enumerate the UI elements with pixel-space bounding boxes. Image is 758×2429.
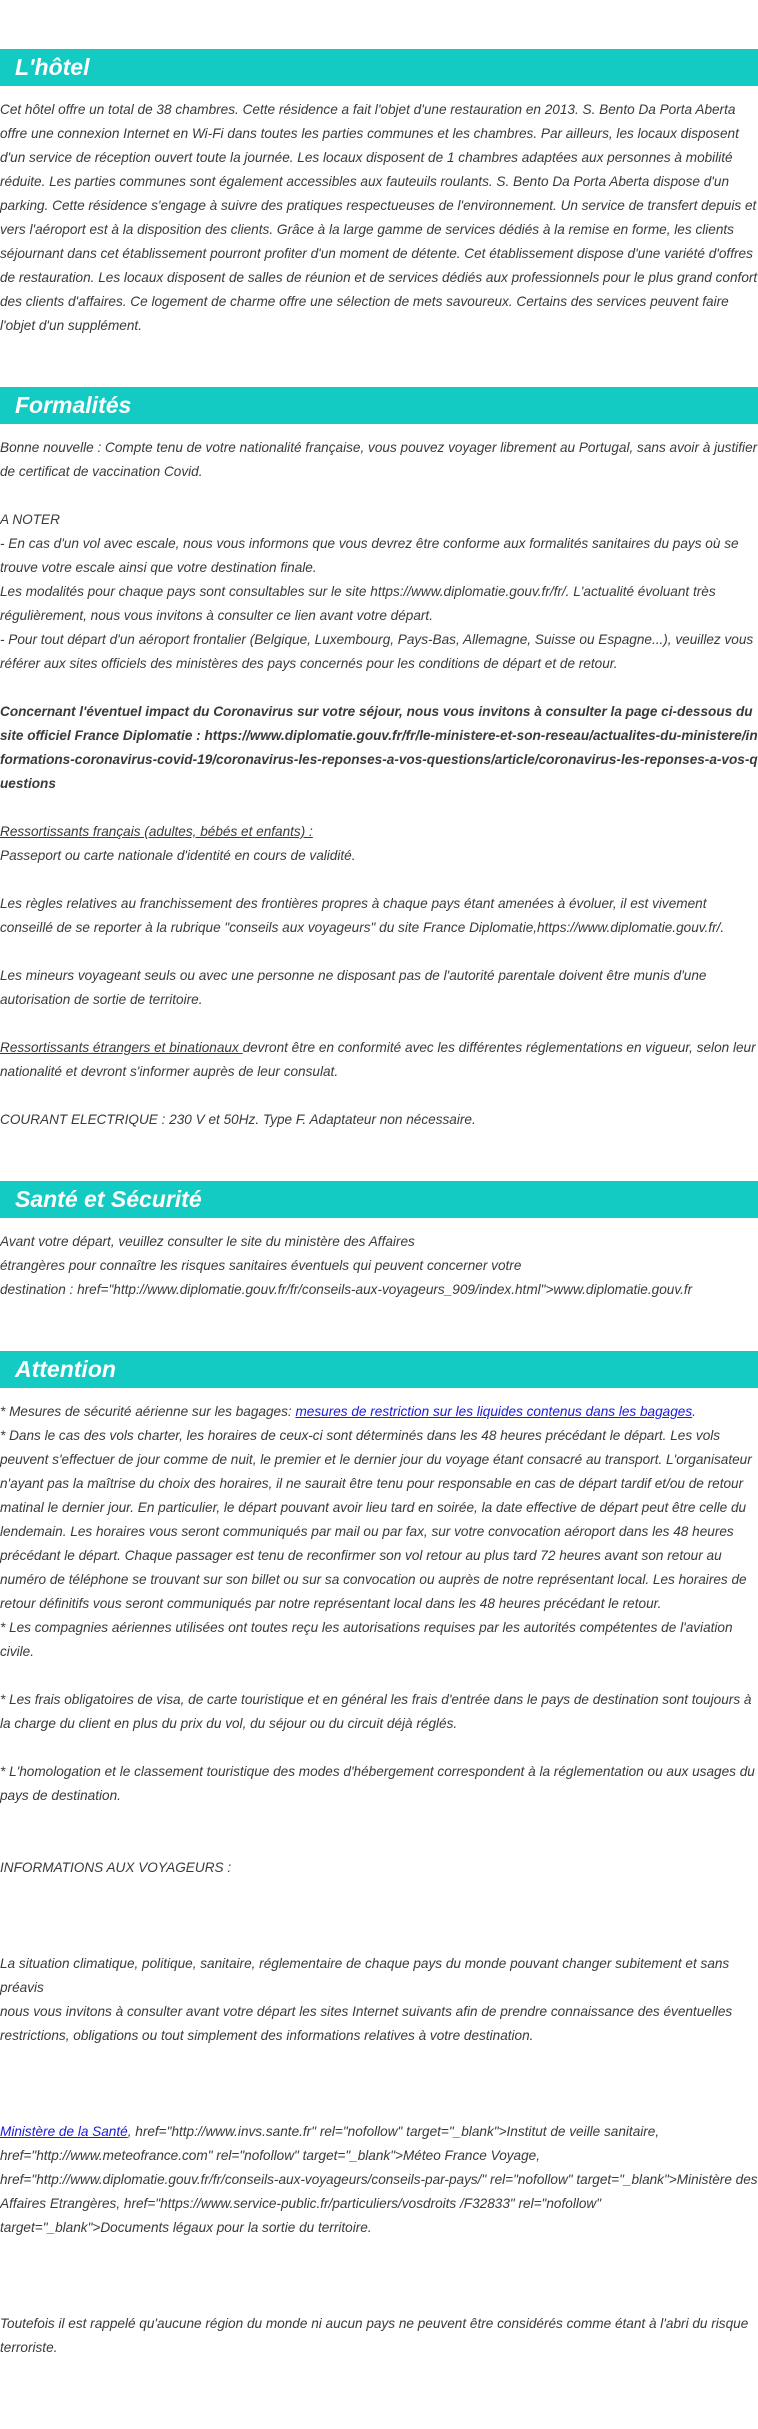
mesures-liquides-link[interactable]: mesures de restriction sur les liquides contenus dans les bagages (295, 1404, 693, 1419)
terrorisme-text: Toutefois il est rappelé qu'aucune région du monde ni aucun pays ne peuvent être considérés comme étant à l'abri du risque terroriste. (0, 2316, 749, 2355)
top-spacer (0, 0, 758, 49)
hotel-description: Cet hôtel offre un total de 38 chambres. Cette résidence a fait l'objet d'une restauration en 2013. S. Bento Da Porta Aberta offre une connexion Internet en Wi-Fi dans toutes les parties communes et les chambres. Par ailleurs, les locaux disposent d'un service de réception ouvert toute la journée. Les locaux disposent de 1 chambres adaptées aux personnes à mobilité réduite. Les parties communes sont également accessibles aux fauteuils roulants. S. Bento Da Porta Aberta dispose d'un parking. Cette résidence s'engage à suivre des pratiques respectueuses de l'environnement. Un service de transfert depuis et vers l'aéroport est à la disposition des clients. Grâce à la large gamme de services dédiés à la remise en forme, les clients séjournant dans cet établissement pourront profiter d'un moment de détente. Cet établissement dispose d'une variété d'offres de restauration. Les locaux disposent de salles de réunion et de services dédiés aux professionnels pour le plus grand confort des clients d'affaires. Ce logement de charme offre une sélection de mets savoureux. Certains des services peuvent faire l'objet d'un supplément. (0, 102, 758, 333)
courant-electrique: COURANT ELECTRIQUE : 230 V et 50Hz. Type F. Adaptateur non nécessaire. (0, 1112, 476, 1127)
section-title-formalites: Formalités (0, 387, 758, 424)
mesures-securite (0, 1400, 758, 1424)
covid-notice: Concernant l'éventuel impact du Coronavirus sur votre séjour, nous vous invitons à consulter la page ci-dessous du site officiel France Diplomatie : https://www.diplomatie.gouv.fr/fr/le-ministere-et-son-reseau/actualites-du-ministere/informations-coronavirus-covid-19/coronavirus-les-reponses-a-vos-questions/article/coronavirus-les-reponses-a-vos-questions (0, 704, 758, 791)
section-title-attention: Attention (0, 1351, 758, 1388)
ressortissants-francais-text: Passeport ou carte nationale d'identité en cours de validité. (0, 848, 356, 863)
frais-text: * Les frais obligatoires de visa, de carte touristique et en général les frais d'entrée dans le pays de destination sont toujours à la charge du client en plus du prix du vol, du séjour ou du circuit déjà réglés. (0, 1692, 752, 1731)
situation-text-1: La situation climatique, politique, sanitaire, réglementaire de chaque pays du monde pouvant changer subitement et sans préavis (0, 1956, 730, 1995)
compagnies-text: * Les compagnies aériennes utilisées ont toutes reçu les autorisations requises par les autorités compétentes de l'aviation civile. (0, 1620, 733, 1659)
note-frontalier: - Pour tout départ d'un aéroport frontalier (Belgique, Luxembourg, Pays-Bas, Allemagne, Suisse ou Espagne...), veuillez vous référer aux sites officiels des ministères des pays concernés pour les conditions de départ et de retour. (0, 632, 754, 671)
etrangers-paragraph (0, 1036, 758, 1084)
situation-text-2: nous vous invitons à consulter avant votre départ les sites Internet suivants afin de prendre connaissance des éventuelles restrictions, obligations ou tout simplement des informations relatives à votre destination. (0, 2004, 733, 2043)
mineurs-text: Les mineurs voyageant seuls ou avec une personne ne disposant pas de l'autorité parentale doivent être munis d'une autorisation de sortie de territoire. (0, 968, 707, 1007)
section-hotel (0, 49, 758, 338)
formalites-intro: Bonne nouvelle : Compte tenu de votre nationalité française, vous pouvez voyager librement au Portugal, sans avoir à justifier de certificat de vaccination Covid. (0, 440, 758, 479)
section-sante (0, 1181, 758, 1302)
section-title-sante: Santé et Sécurité (0, 1181, 758, 1218)
section-attention (0, 1351, 758, 2360)
charter-text: * Dans le cas des vols charter, les horaires de ceux-ci sont déterminés dans les 48 heures précédant le départ. Les vols peuvent s'effectuer de jour comme de nuit, le premier et le dernier jour du voyage étant consacré au transport. L'organisateur n'ayant pas la maîtrise du choix des horaires, il ne saurait être tenu pour responsable en cas de départ tardif et/ou de retour matinal le dernier jour. En particulier, le départ pouvant avoir lieu tard en soirée, la date effective de départ peut être celle du lendemain. Les horaires vous seront communiqués par mail ou par fax, sur votre convocation aéroport dans les 48 heures précédant le départ. Chaque passager est tenu de reconfirmer son vol retour au plus tard 72 heures avant son retour au numéro de téléphone se trouvant sur son billet ou sur sa convocation ou auprès de notre représentant local. Les horaires de retour définitifs vous seront communiqués par notre représentant local dans les 48 heures précédant le retour. (0, 1428, 752, 1611)
sante-line-1: Avant votre départ, veuillez consulter le site du ministère des Affaires (0, 1234, 415, 1249)
ministere-sante-link[interactable]: Ministère de la Santé (0, 2124, 128, 2139)
mesures-suffix: . (692, 1404, 696, 1419)
etrangers-text: devront être en conformité avec les différentes réglementations en vigueur, selon leur nationalité et devront s'informer auprès de leur consulat. (0, 1040, 756, 1079)
ministere-paragraph (0, 2120, 758, 2240)
mesures-prefix: * Mesures de sécurité aérienne sur les bagages: (0, 1404, 296, 1419)
infos-voyageurs-title: INFORMATIONS AUX VOYAGEURS : (0, 1860, 232, 1875)
homologation-text: * L'homologation et le classement touristique des modes d'hébergement correspondent à la réglementation ou aux usages du pays de destination. (0, 1764, 755, 1803)
ressortissants-francais-title: Ressortissants français (adultes, bébés et enfants) : (0, 824, 313, 839)
frontieres-text: Les règles relatives au franchissement des frontières propres à chaque pays étant amenées à évoluer, il est vivement conseillé de se reporter à la rubrique "conseils aux voyageurs" du site France Diplomatie,https://www.diplomatie.gouv.fr/. (0, 896, 725, 935)
ministere-rest: , href="http://www.invs.sante.fr" rel="nofollow" target="_blank">Institut de veille sanitaire, href="http://www.meteofrance.com" rel="nofollow" target="_blank">Méteo France Voyage, href="http://www.diplomatie.gouv.fr/fr/conseils-aux-voyageurs/conseils-par-pays/" rel="nofollow" target="_blank">Ministère des Affaires Etrangères, href="https://www.service-public.fr/particuliers/vosdroits /F32833" rel="nofollow" target="_blank">Documents légaux pour la sortie du territoire. (0, 2124, 758, 2235)
note-modalites: Les modalités pour chaque pays sont consultables sur le site https://www.diplomatie.gouv.fr/fr/. L'actualité évoluant très régulièrement, nous vous invitons à consulter ce lien avant votre départ. (0, 584, 716, 623)
sante-line-3: destination : href="http://www.diplomatie.gouv.fr/fr/conseils-aux-voyageurs_909/index.html">www.diplomatie.gouv.fr (0, 1282, 693, 1297)
note-title: A NOTER (0, 512, 60, 527)
sante-line-2: étrangères pour connaître les risques sanitaires éventuels qui peuvent concerner votre (0, 1258, 522, 1273)
etrangers-title: Ressortissants étrangers et binationaux (0, 1040, 243, 1055)
section-formalites (0, 387, 758, 1132)
section-title-hotel: L'hôtel (0, 49, 758, 86)
note-escale: - En cas d'un vol avec escale, nous vous informons que vous devrez être conforme aux formalités sanitaires du pays où se trouve votre escale ainsi que votre destination finale. (0, 536, 739, 575)
